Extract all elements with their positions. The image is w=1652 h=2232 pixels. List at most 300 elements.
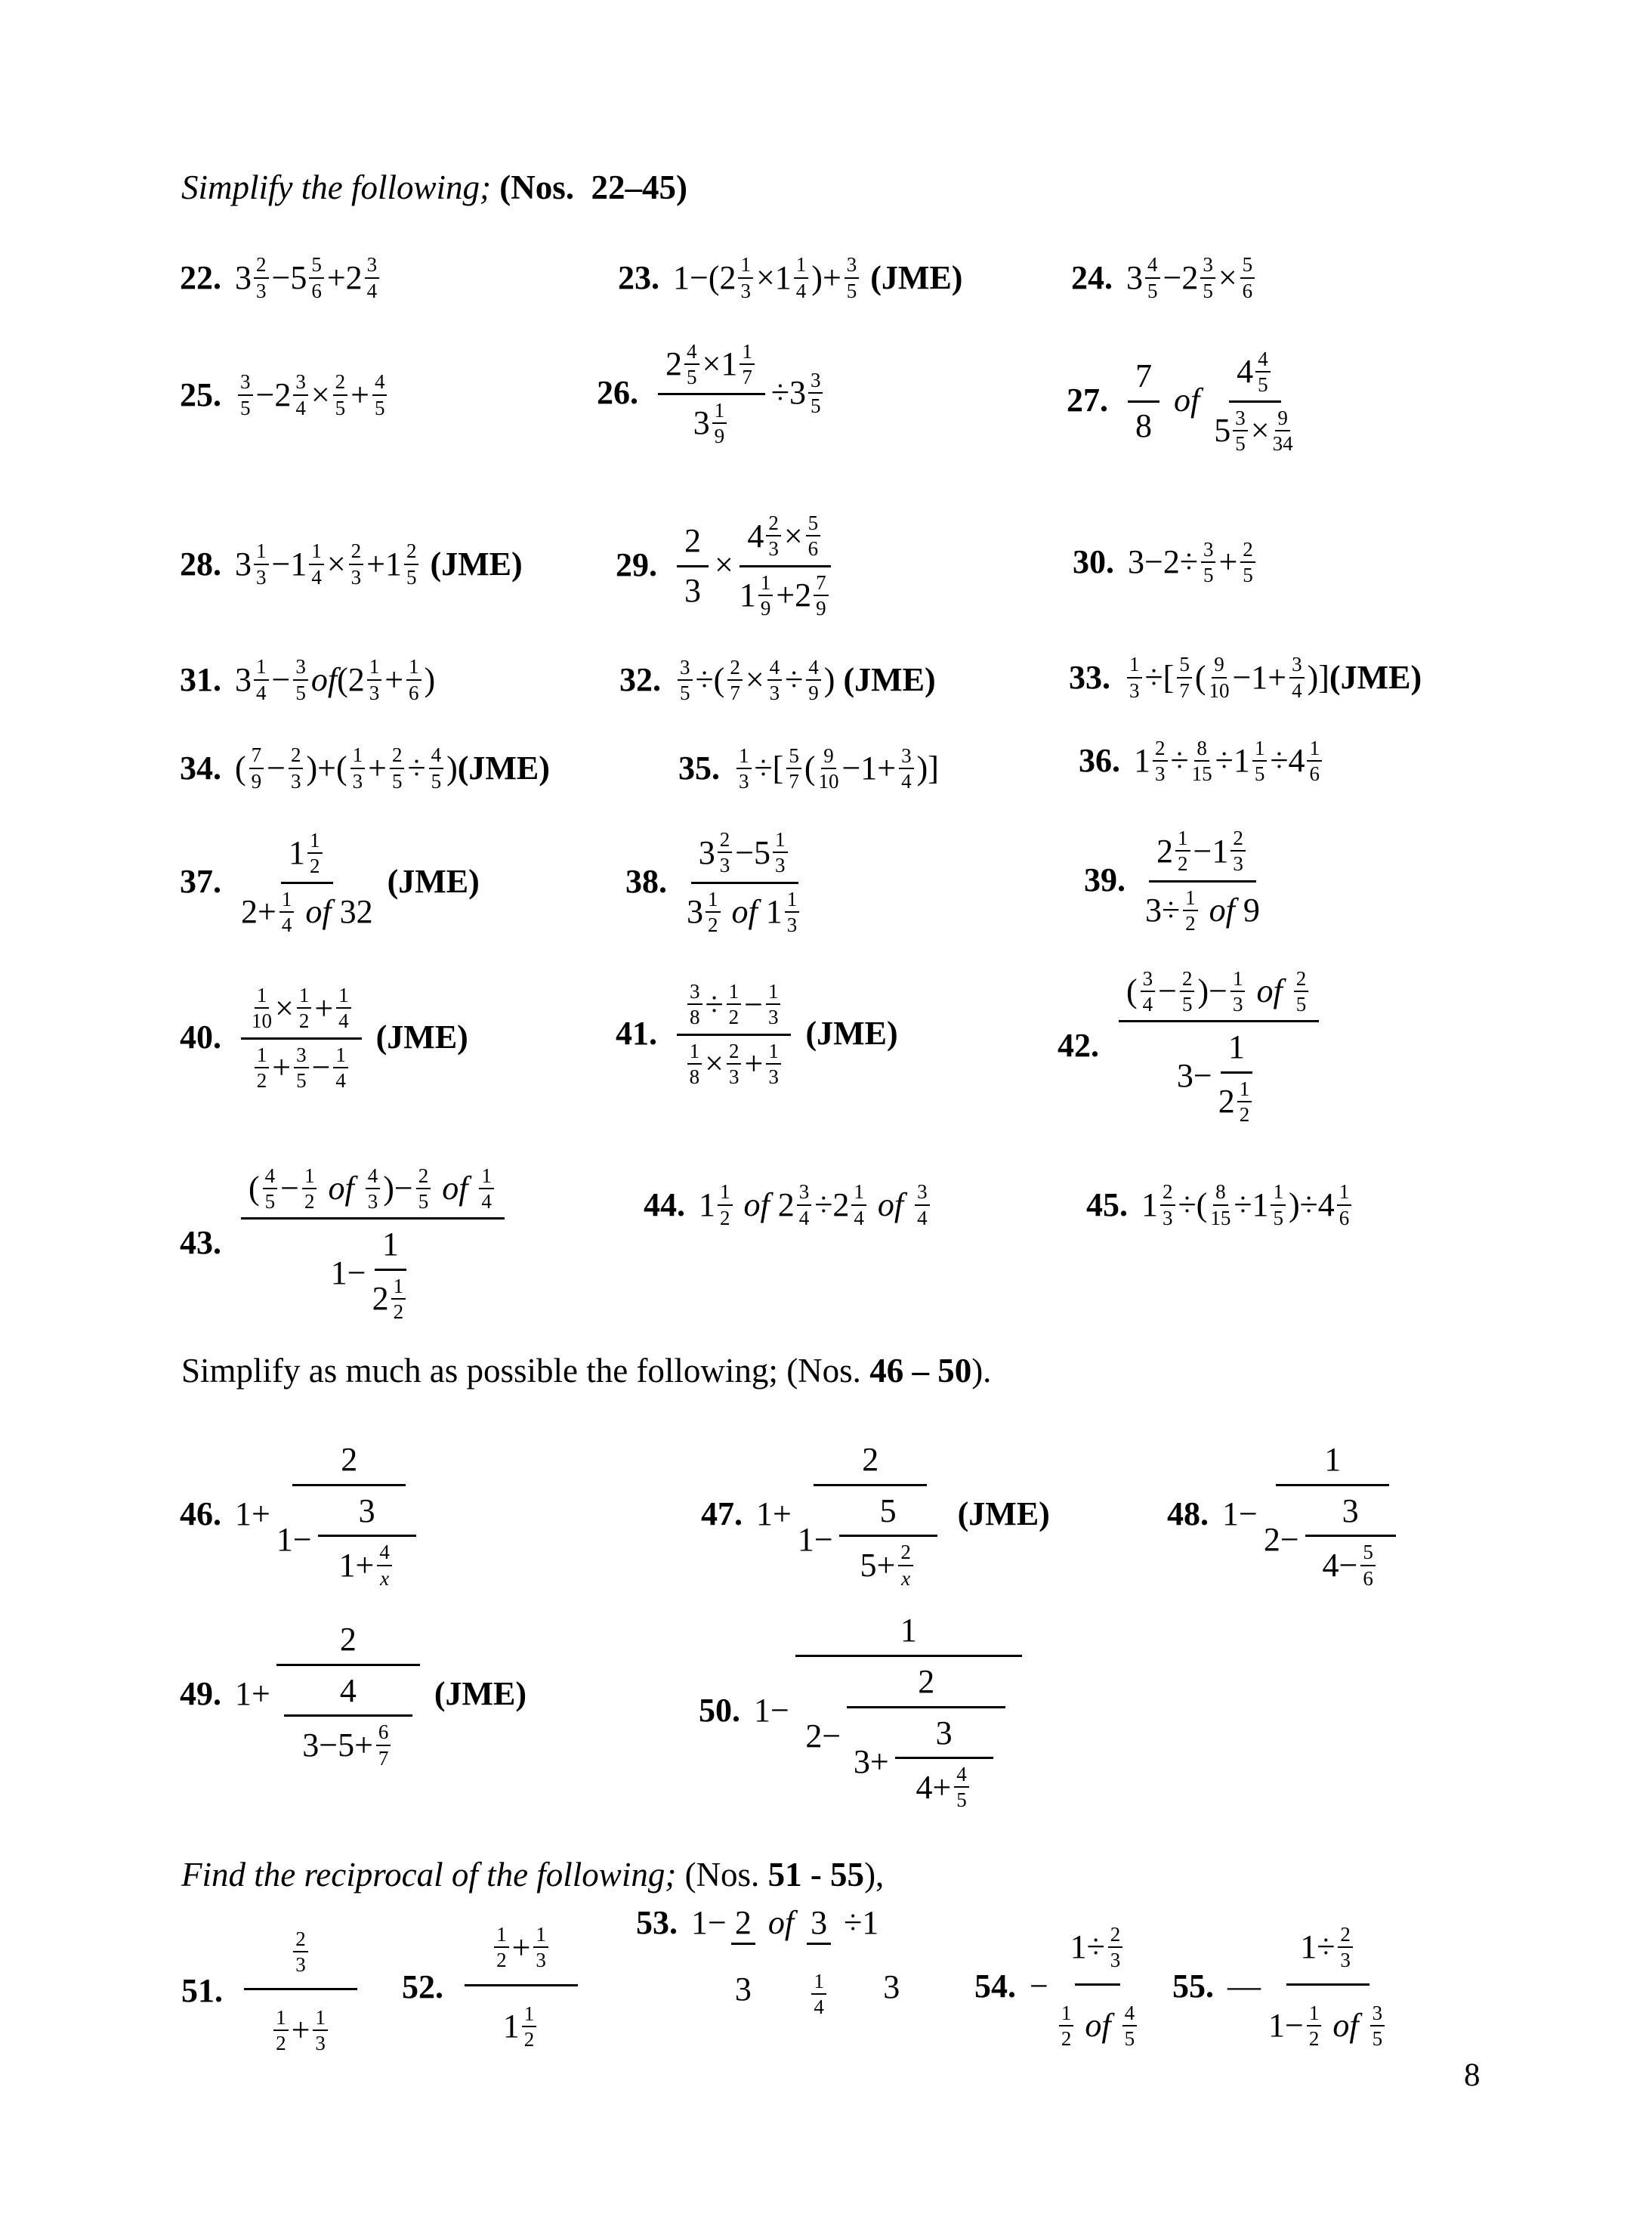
- fraction-denominator: 5: [956, 1788, 967, 1812]
- fraction-bar: [1286, 1983, 1369, 1986]
- math-small-fraction: [740, 341, 755, 388]
- math-text: ): [823, 661, 835, 699]
- math-small-fraction: [279, 889, 295, 936]
- fraction-numerator: 3: [1370, 2002, 1385, 2026]
- math-small-fraction: [406, 656, 421, 703]
- exam-tag: (JME): [457, 749, 550, 787]
- fraction-denominator: 4: [256, 681, 267, 704]
- math-fraction: [276, 1439, 422, 1590]
- fraction-numerator: 1: [1175, 827, 1190, 852]
- math-mixed-number: [235, 656, 272, 703]
- math-small-fraction: [915, 1181, 930, 1229]
- math-whole-number: 3: [687, 892, 703, 930]
- problem-expression: [1113, 966, 1325, 1126]
- fraction-denominator: 15: [1191, 762, 1212, 785]
- problem-44: [644, 1164, 933, 1247]
- math-small-fraction: [1337, 1181, 1352, 1229]
- fraction-denominator: 2: [1178, 852, 1188, 876]
- problem-23: [618, 240, 962, 316]
- fraction-numerator: [731, 1904, 755, 1945]
- fraction-denominator: [1264, 1486, 1402, 1590]
- math-small-fraction: [1289, 654, 1305, 701]
- math-mixed-number: [1252, 1181, 1289, 1229]
- math-text: 3−: [1176, 1057, 1212, 1095]
- fraction-denominator: 5: [810, 394, 821, 417]
- fraction-numerator: [1149, 826, 1256, 882]
- fraction-denominator: 4: [795, 279, 807, 302]
- fraction-denominator: 6: [1339, 1206, 1350, 1229]
- problem-30: [1073, 523, 1258, 602]
- fraction-numerator: 1: [727, 981, 742, 1005]
- math-small-fraction: [254, 254, 269, 301]
- math-text: ÷: [1270, 742, 1289, 780]
- fraction-numerator: 4: [1145, 254, 1160, 278]
- problem-expression: [733, 745, 939, 793]
- problem-number: 45.: [1086, 1186, 1128, 1223]
- fraction-numerator: [1229, 347, 1281, 403]
- math-text: 2: [339, 1621, 357, 1659]
- fraction-denominator: 2: [1308, 2027, 1320, 2051]
- fraction-denominator: 4: [917, 1206, 928, 1229]
- fraction-bar: [244, 1988, 357, 1990]
- fraction-denominator: 3: [1232, 993, 1243, 1016]
- math-small-fraction: [377, 1541, 392, 1589]
- math-text: −: [267, 749, 286, 787]
- problem-43: [180, 1139, 511, 1347]
- math-small-fraction: [376, 1721, 391, 1769]
- fraction-denominator: 5: [1372, 2027, 1383, 2051]
- math-small-fraction: [255, 1044, 270, 1092]
- math-text: +: [326, 258, 346, 296]
- math-split-fraction: [807, 1904, 831, 2018]
- math-small-fraction: [954, 1764, 969, 1811]
- math-text: )−: [383, 1170, 413, 1207]
- math-fraction: [244, 1928, 357, 2055]
- math-small-fraction: [738, 254, 753, 301]
- fraction-denominator: [735, 1971, 752, 2009]
- fraction-denominator: 3: [767, 1006, 779, 1029]
- fraction-numerator: 7: [814, 572, 829, 596]
- math-small-fraction: [349, 540, 364, 588]
- math-mixed-number: [1212, 827, 1249, 875]
- math-text: ×: [745, 661, 764, 699]
- fraction-denominator: 7: [378, 1746, 389, 1770]
- fraction-numerator: 3: [915, 1181, 930, 1205]
- math-whole-number: 1: [721, 345, 738, 383]
- page-number: 8: [1464, 2057, 1481, 2093]
- heading-range: (Nos. 22–45): [499, 168, 687, 206]
- math-small-fraction: [1192, 737, 1212, 785]
- problem-expression: [235, 254, 382, 301]
- fraction-denominator: 3: [719, 854, 730, 877]
- problem-expression: [754, 1610, 1028, 1811]
- fraction-denominator: 6: [1363, 1566, 1373, 1590]
- fraction-numerator: 1: [712, 400, 727, 424]
- fraction-numerator: 2: [289, 744, 304, 768]
- math-small-fraction: [1201, 539, 1216, 586]
- math-mixed-number: [740, 572, 777, 620]
- exam-tag: (JME): [862, 258, 963, 296]
- fraction-numerator: 4: [372, 371, 388, 395]
- math-small-fraction: [1145, 254, 1160, 301]
- math-small-fraction: [767, 657, 783, 704]
- fraction-bar: [465, 1984, 578, 1986]
- fraction-numerator: 1: [254, 656, 269, 680]
- problem-number: 35.: [678, 750, 720, 787]
- fraction-denominator: 7: [742, 365, 752, 388]
- fraction-numerator: [375, 1224, 406, 1271]
- math-whole-number: 4: [747, 517, 764, 555]
- fraction-denominator: 3: [1110, 1948, 1121, 1971]
- fraction-denominator: 2: [720, 1206, 730, 1229]
- math-small-fraction: [249, 744, 264, 792]
- math-text: ÷: [1170, 742, 1189, 780]
- fraction-numerator: 7: [249, 744, 264, 768]
- math-whole-number: 3: [1126, 258, 1143, 296]
- problem-51: [181, 1910, 365, 2073]
- fraction-denominator: 5: [1243, 564, 1253, 586]
- heading-text: Simplify as much as possible the following; (Nos.: [181, 1352, 870, 1390]
- math-fraction: [1218, 1027, 1255, 1126]
- section-heading-reciprocal: [181, 1855, 884, 1894]
- fraction-denominator: 3: [369, 681, 380, 704]
- fraction-denominator: 4: [901, 770, 912, 793]
- math-whole-number: 1: [739, 576, 756, 614]
- math-text: 2: [734, 1904, 752, 1941]
- math-mixed-number: [274, 371, 311, 419]
- math-small-fraction: [1175, 827, 1190, 875]
- fraction-denominator: x: [901, 1566, 911, 1590]
- fraction-numerator: 4: [1255, 348, 1271, 373]
- fraction-numerator: 1: [1252, 737, 1268, 762]
- fraction-numerator: 3: [294, 1044, 309, 1068]
- math-mixed-number: [1237, 348, 1274, 396]
- math-split-fraction: [883, 1904, 900, 2006]
- math-text: +: [776, 576, 795, 614]
- problem-expression: [1134, 737, 1325, 785]
- fraction-numerator: 4: [366, 1165, 381, 1189]
- math-mixed-number: [385, 540, 422, 588]
- math-text: 2+: [241, 893, 276, 931]
- math-whole-number: 3: [693, 404, 710, 442]
- math-small-fraction: [814, 572, 829, 620]
- fraction-denominator: 5: [295, 681, 306, 704]
- math-text: 2: [341, 1441, 358, 1479]
- math-mixed-number: [346, 254, 383, 301]
- problem-number: 47.: [701, 1495, 743, 1533]
- problem-number: 25.: [180, 376, 221, 413]
- fraction-numerator: 5: [1360, 1541, 1376, 1566]
- math-mixed-number: [699, 829, 736, 876]
- math-small-fraction: [1307, 2002, 1322, 2050]
- math-text: 2−: [1263, 1521, 1299, 1558]
- problem-expression: [699, 1181, 933, 1229]
- fraction-denominator: [1135, 403, 1152, 446]
- problem-number: 52.: [402, 1968, 443, 2005]
- math-mixed-number: [1181, 254, 1218, 301]
- fraction-numerator: 2: [416, 1165, 431, 1189]
- fraction-numerator: 3: [365, 254, 380, 278]
- fraction-denominator: 2: [310, 854, 320, 877]
- fraction-denominator: 3: [536, 1949, 546, 1972]
- problem-36: [1079, 718, 1325, 805]
- fraction-denominator: 15: [1210, 1206, 1231, 1229]
- fraction-denominator: 6: [807, 537, 819, 561]
- fraction-denominator: 2: [256, 1068, 267, 1092]
- fraction-numerator: 2: [390, 744, 405, 768]
- problem-49: [180, 1621, 526, 1768]
- math-whole-number: 4: [1288, 742, 1305, 780]
- math-whole-number: 1: [1141, 1186, 1158, 1223]
- fraction-numerator: 1: [738, 254, 753, 278]
- math-mixed-number: [1126, 254, 1163, 301]
- math-text: )−: [1197, 972, 1227, 1010]
- math-text: ×: [755, 258, 775, 296]
- math-small-fraction: [687, 981, 702, 1028]
- exam-tag: (JME): [797, 1014, 898, 1052]
- fraction-numerator: 3: [293, 656, 308, 680]
- math-whole-number: 4: [1237, 353, 1254, 391]
- math-mixed-number: [290, 254, 327, 301]
- fraction-denominator: 5: [406, 565, 417, 589]
- problem-expression: [235, 1619, 526, 1770]
- math-fraction: [241, 983, 362, 1092]
- fraction-denominator: [883, 1968, 900, 2007]
- fraction-denominator: 5: [264, 1190, 276, 1213]
- fraction-numerator: 1: [333, 1044, 348, 1068]
- math-text: ÷: [1215, 742, 1234, 780]
- problem-39: [1084, 816, 1266, 944]
- fraction-numerator: 1: [522, 2003, 537, 2027]
- math-whole-number: 2: [274, 376, 292, 413]
- fraction-denominator: 4: [1142, 993, 1153, 1016]
- problem-27: [1067, 323, 1302, 478]
- fraction-numerator: 2: [1153, 737, 1168, 762]
- fraction-denominator: 8: [689, 1065, 700, 1088]
- math-small-fraction: [1370, 2002, 1385, 2050]
- problem-45: [1086, 1160, 1354, 1250]
- fraction-denominator: 2: [728, 1006, 740, 1029]
- math-fraction: [1268, 1924, 1388, 2051]
- section-heading-simplify-much: [181, 1351, 991, 1390]
- fraction-denominator: 7: [1179, 679, 1190, 702]
- fraction-numerator: 2: [349, 540, 364, 564]
- math-text: ÷: [407, 749, 426, 787]
- fraction-denominator: 5: [431, 769, 442, 793]
- math-text: 1: [1324, 1441, 1342, 1479]
- math-fraction: [677, 521, 709, 610]
- math-text: ×: [275, 989, 294, 1027]
- fraction-numerator: 1: [273, 2007, 289, 2031]
- math-fraction: [1145, 826, 1260, 935]
- math-small-fraction: [1141, 968, 1156, 1016]
- problem-expression: [671, 511, 838, 620]
- fraction-denominator: 5: [1258, 373, 1268, 396]
- math-small-fraction: [727, 657, 743, 704]
- problem-expression: [1124, 654, 1422, 701]
- math-text: 2: [684, 521, 701, 559]
- math-small-fraction: [302, 1165, 317, 1213]
- heading-range: 51 - 55: [767, 1856, 865, 1893]
- problem-number: 53.: [636, 1904, 678, 1941]
- fraction-denominator: [338, 1537, 394, 1589]
- fraction-numerator: 4: [684, 341, 699, 365]
- fraction-denominator: 4: [854, 1206, 864, 1229]
- fraction-numerator: 9: [1212, 654, 1227, 678]
- math-text: 1+: [338, 1546, 375, 1584]
- fraction-denominator: 2: [496, 1949, 507, 1972]
- math-text: −: [744, 985, 763, 1023]
- fraction-numerator: [1276, 1439, 1389, 1486]
- math-text: ×: [310, 376, 330, 413]
- fraction-numerator: 2: [727, 1040, 742, 1065]
- math-text: +: [511, 1928, 531, 1966]
- fraction-denominator: [1268, 2002, 1388, 2050]
- fraction-denominator: [1218, 1074, 1255, 1126]
- fraction-numerator: 1: [336, 985, 351, 1009]
- fraction-numerator: 3: [808, 369, 823, 394]
- fraction-numerator: [292, 1439, 406, 1486]
- fraction-denominator: 5: [1147, 279, 1158, 302]
- fraction-denominator: [860, 1537, 916, 1589]
- fraction-denominator: [1145, 883, 1260, 935]
- problem-number: 32.: [619, 661, 661, 699]
- math-mixed-number: [754, 829, 791, 876]
- math-mixed-number: [775, 254, 812, 301]
- fraction-numerator: [795, 1610, 1022, 1657]
- math-small-fraction: [1240, 539, 1255, 586]
- fraction-denominator: 6: [1309, 762, 1320, 785]
- fraction-numerator: 2: [727, 657, 743, 681]
- math-text: 2−: [805, 1717, 841, 1754]
- fraction-denominator: [1056, 2002, 1140, 2050]
- heading-text-end: ).: [971, 1352, 992, 1390]
- math-whole-number: 2: [372, 1280, 389, 1318]
- fraction-numerator: [284, 1671, 412, 1717]
- math-text: −: [1030, 1968, 1048, 2005]
- math-fraction: [895, 1713, 993, 1812]
- math-text: 3+: [853, 1742, 889, 1780]
- fraction-numerator: 1: [1307, 2002, 1322, 2026]
- fraction-numerator: 1: [718, 1181, 733, 1205]
- exam-tag: (JME): [378, 863, 480, 901]
- math-small-fraction: [1255, 348, 1271, 396]
- heading-range: 46 – 50: [869, 1352, 972, 1390]
- math-small-fraction: [712, 400, 727, 447]
- math-text: ÷: [814, 1186, 833, 1223]
- fraction-denominator: 4: [311, 565, 322, 589]
- math-text: 5: [879, 1492, 897, 1529]
- math-text: ×: [783, 517, 803, 555]
- math-small-fraction: [678, 657, 693, 704]
- math-small-fraction: [367, 656, 382, 703]
- math-text: )÷: [1288, 1186, 1318, 1223]
- math-whole-number: 2: [1181, 258, 1199, 296]
- fraction-denominator: 3: [290, 769, 301, 793]
- math-whole-number: 1: [502, 2007, 520, 2045]
- fraction-numerator: 5: [1240, 254, 1255, 278]
- fraction-numerator: [895, 1713, 993, 1760]
- math-text: )+(: [306, 749, 347, 787]
- fraction-denominator: [1177, 1022, 1261, 1126]
- math-text: 3÷: [1145, 891, 1181, 929]
- fraction-denominator: 5: [418, 1190, 429, 1213]
- math-fraction: [276, 1619, 420, 1770]
- math-small-fraction: [297, 985, 312, 1032]
- fraction-denominator: 6: [1242, 279, 1253, 302]
- fraction-denominator: [278, 1666, 418, 1770]
- math-text: −: [1163, 258, 1182, 296]
- exam-tag: (JME): [425, 1675, 527, 1713]
- problem-number: 40.: [180, 1018, 221, 1056]
- problem-number: 24.: [1071, 258, 1113, 296]
- math-fraction: [1119, 966, 1319, 1126]
- math-small-fraction: [309, 254, 324, 301]
- math-fraction: [839, 1491, 937, 1590]
- fraction-denominator: 5: [1254, 762, 1265, 785]
- fraction-numerator: [847, 1662, 1005, 1708]
- fraction-numerator: 1: [758, 572, 774, 596]
- fraction-numerator: 5: [1177, 654, 1192, 678]
- fraction-denominator: 3: [775, 854, 786, 877]
- fraction-numerator: 6: [376, 1721, 391, 1745]
- fraction-denominator: 3: [315, 2032, 326, 2055]
- fraction-denominator: 4: [814, 1995, 824, 2018]
- fraction-denominator: [241, 884, 373, 936]
- math-small-fraction: [1180, 968, 1195, 1016]
- math-small-fraction: [404, 540, 419, 588]
- fraction-denominator: 4: [798, 1206, 810, 1229]
- fraction-numerator: 1: [1231, 968, 1246, 992]
- math-small-fraction: [252, 985, 272, 1032]
- math-small-fraction: [1240, 254, 1255, 301]
- math-text: ×: [1250, 412, 1270, 450]
- math-text: +: [314, 989, 334, 1027]
- math-mixed-number: [290, 540, 327, 588]
- fraction-denominator: [503, 2003, 540, 2051]
- math-mixed-number: [348, 656, 385, 703]
- fraction-denominator: [740, 567, 832, 620]
- math-whole-number: 1: [290, 545, 307, 583]
- math-of-keyword: of: [1166, 382, 1209, 419]
- fraction-denominator: 4: [335, 1068, 346, 1092]
- math-mixed-number: [1134, 737, 1171, 785]
- problem-expression: [1222, 1439, 1408, 1590]
- math-small-fraction: [1271, 1181, 1286, 1229]
- math-mixed-number: [1234, 737, 1271, 785]
- fraction-denominator: 7: [730, 682, 740, 704]
- math-small-fraction: [1210, 1181, 1231, 1229]
- fraction-denominator: 2: [708, 913, 718, 936]
- math-text: )+: [811, 258, 841, 296]
- fraction-numerator: 1: [309, 540, 324, 564]
- math-small-fraction: [416, 1165, 431, 1213]
- math-whole-number: 1: [1252, 1186, 1269, 1223]
- problem-34: [180, 727, 550, 810]
- fraction-denominator: 3: [256, 279, 267, 302]
- math-whole-number: 1: [384, 545, 402, 583]
- math-text: 2: [862, 1441, 879, 1479]
- math-mixed-number: [721, 341, 758, 388]
- fraction-numerator: [884, 1904, 900, 1943]
- fraction-numerator: 3: [1289, 654, 1305, 678]
- problem-46: [180, 1430, 428, 1600]
- math-small-fraction: [1200, 254, 1215, 301]
- math-text: 4+: [916, 1768, 952, 1806]
- math-small-fraction: [785, 889, 800, 936]
- math-whole-number: 2: [777, 1186, 795, 1223]
- fraction-numerator: 1: [766, 981, 781, 1005]
